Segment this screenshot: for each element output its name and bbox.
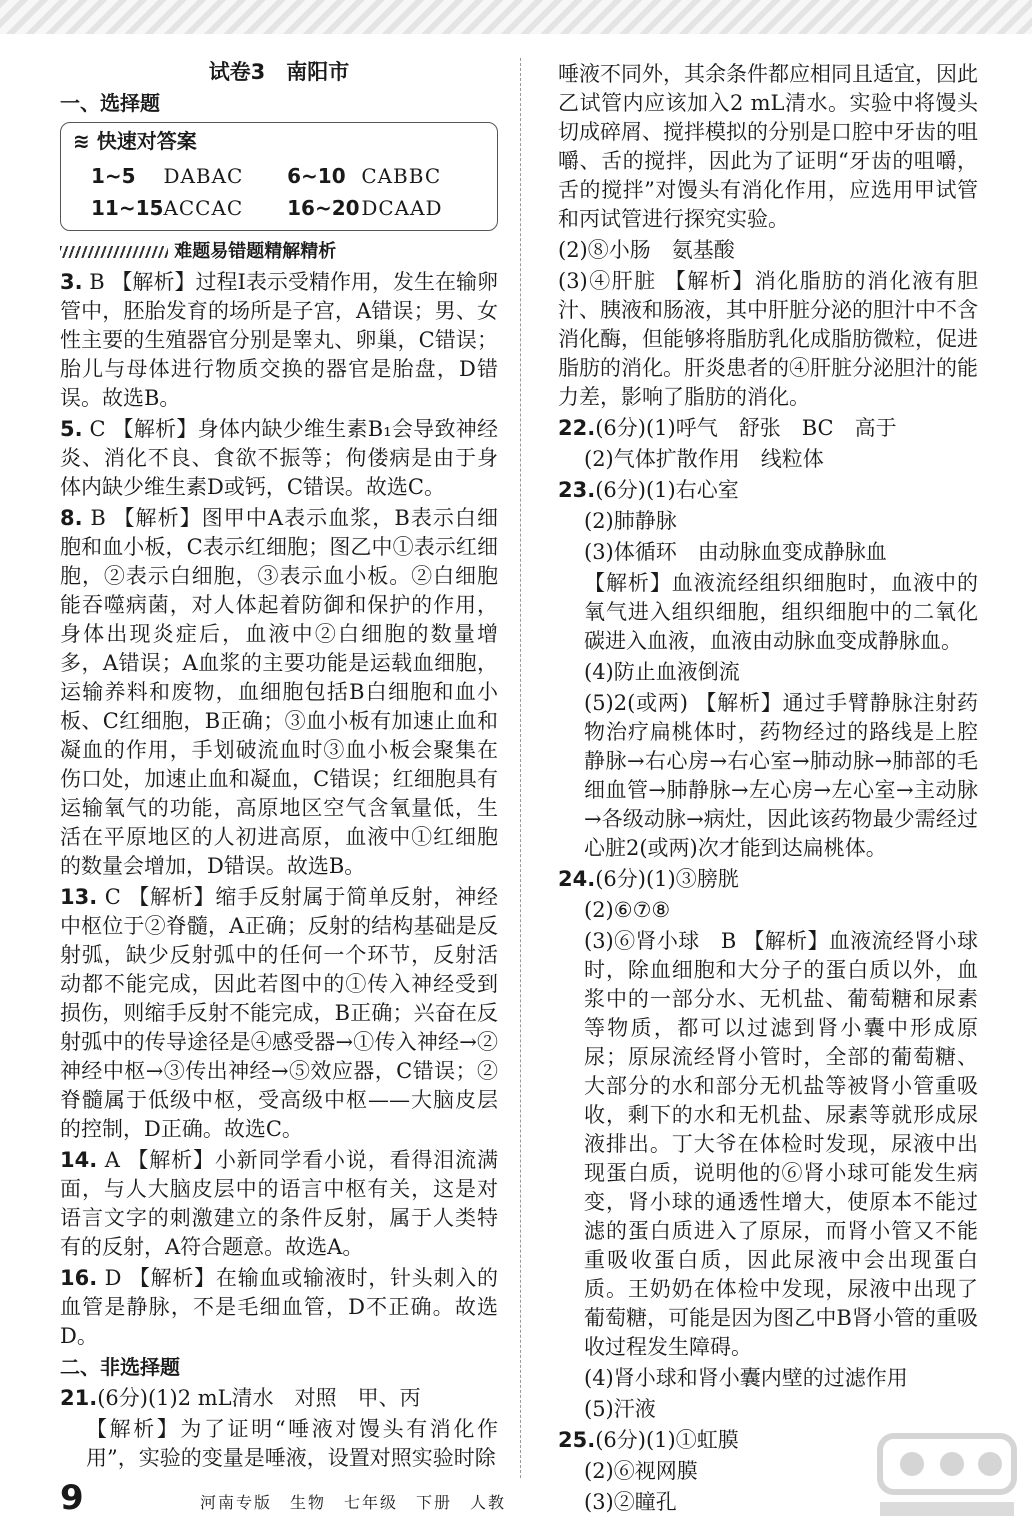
answer-text: C 【解析】身体内缺少维生素B₁会导致神经炎、消化不良、食欲不振等；佝偻病是由于身体内缺少维生素D或钙，C错误。故选C。 (60, 417, 498, 499)
answer-text: (4)防止血液倒流 (584, 660, 740, 684)
answer-item (558, 414, 978, 443)
answer-text: (5)汗液 (584, 1397, 656, 1421)
answer-values: DABAC (163, 164, 244, 188)
answer-values: ACCAC (163, 196, 244, 220)
question-number: 22. (558, 416, 596, 440)
page-number: 9 (60, 1478, 84, 1518)
page-title: 试卷3 南阳市 (208, 60, 350, 84)
answer-text: (2)⑥⑦⑧ (584, 898, 671, 922)
answer-text: D 【解析】在输血或输液时，针头刺入的血管是静脉，不是毛细血管，D不正确。故选D。 (60, 1266, 498, 1348)
answer-item (60, 504, 498, 881)
answer-row (73, 160, 485, 192)
section-heading-choice: 一、选择题 (60, 91, 160, 115)
answer-text: (6分)(1)呼气 舒张 BC 高于 (595, 416, 897, 440)
answer-text: (4)肾小球和肾小囊内壁的过滤作用 (584, 1366, 908, 1390)
answer-row (73, 192, 485, 224)
section-heading-nonchoice: 二、非选择题 (60, 1355, 180, 1379)
watermark-logo (872, 1426, 1022, 1526)
answer-item (60, 1384, 498, 1413)
answer-item (60, 268, 498, 413)
answer-text: (3)④肝脏 【解析】消化脂肪的消化液有胆汁、胰液和肠液，其中肝脏分泌的胆汁中不含消化酶，但能够将脂肪乳化成脂肪微粒，促进脂肪的消化。肝炎患者的④肝脏分泌胆汁的能力差，影响了脂肪的消化。 (558, 269, 978, 409)
answer-item (558, 865, 978, 894)
question-number: 21. (60, 1386, 98, 1410)
answer-values: CABBC (361, 164, 442, 188)
answer-text: (2)肺静脉 (584, 509, 677, 533)
answer-text: A 【解析】小新同学看小说，看得泪流满面，与人大脑皮层中的语言中枢有关，这是对语言文字的刺激建立的条件反射，属于人类特有的反射，A符合题意。故选A。 (60, 1148, 498, 1259)
answer-text: C 【解析】缩手反射属于简单反射，神经中枢位于②脊髓，A正确；反射的结构基础是反射弧，缺少反射弧中的任何一个环节，反射活动都不能完成，因此若图中的①传入神经受到损伤，则缩手反射不能完成，B正确；兴奋在反射弧中的传导途径是④感受器→①传入神经→②神经中枢→③传出神经→⑤效应器，C错误；②脊髓属于低级中枢，受高级中枢——大脑皮层的控制，D正确。故选C。 (60, 885, 498, 1141)
answer-text: 唾液不同外，其余条件都应相同且适宜，因此乙试管内应该加入2 mL清水。实验中将馒头切成碎屑、搅拌模拟的分别是口腔中牙齿的咀嚼、舌的搅拌，因此为了证明“牙齿的咀嚼，舌的搅拌”对馒头有消化作用，应选用甲试管和丙试管进行探究实验。 (558, 62, 978, 231)
question-number: 8. (60, 506, 83, 530)
analysis-text: 【解析】血液流经组织细胞时，血液中的氧气进入组织细胞，组织细胞中的二氧化碳进入血液，血液由动脉血变成静脉血。 (584, 571, 978, 653)
question-number: 25. (558, 1428, 596, 1452)
quick-answer-heading (73, 127, 485, 156)
answer-text: B 【解析】图甲中A表示血浆，B表示白细胞和血小板，C表示红细胞；图乙中①表示红细胞，②表示白细胞，③表示血小板。②白细胞能吞噬病菌，对人体起着防御和保护的作用，身体出现炎症后，血液中②白细胞的数量增多，A错误；A血浆的主要功能是运载血细胞，运输养料和废物，血细胞包括B白细胞和血小板、C红细胞，B正确；③血小板有加速止血和凝血的作用，手划破流血时③血小板会聚集在伤口处，加速止血和凝血，C错误；红细胞具有运输氧气的功能，高原地区空气含氧量低，生活在平原地区的人初进高原，血液中①红细胞的数量会增加，D错误。故选B。 (60, 506, 498, 878)
question-number: 3. (60, 270, 83, 294)
question-number: 5. (60, 417, 83, 441)
answer-item (558, 476, 978, 505)
answer-item (60, 1146, 498, 1262)
analysis-text: (5)2(或两) 【解析】通过手臂静脉注射药物治疗扁桃体时，药物经过的路线是上腔静脉→右心房→右心室→肺动脉→肺部的毛细血管→肺静脉→左心房→左心室→主动脉→各级动脉→病灶，因此该药物最少需经过心脏2(或两)次才能到达扁桃体。 (584, 691, 978, 860)
question-number: 23. (558, 478, 596, 502)
wave-icon: ≋ (73, 129, 90, 153)
hard-questions-title: 难题易错题精解精析 (174, 241, 337, 262)
right-column (558, 58, 978, 1519)
answer-item (60, 883, 498, 1144)
answer-range: 11~15 (91, 196, 164, 220)
answer-text: (2)⑧小肠 氨基酸 (558, 238, 735, 262)
answer-text: B 【解析】过程Ⅰ表示受精作用，发生在输卵管中，胚胎发育的场所是子宫，A错误；男、女性主要的生殖器官分别是睾丸、卵巢，C错误；胎儿与母体进行物质交换的器官是胎盘，D错误。故选B。 (60, 270, 498, 410)
answer-text: (6分)(1)③膀胱 (595, 867, 739, 891)
answer-item (60, 415, 498, 502)
answer-text: (2)⑥视网膜 (584, 1459, 698, 1483)
answer-text: (2)气体扩散作用 线粒体 (584, 447, 824, 471)
page-top-border (0, 0, 1032, 34)
answer-range: 16~20 (287, 196, 360, 220)
answer-values: DCAAD (361, 196, 443, 220)
question-number: 16. (60, 1266, 98, 1290)
hard-questions-heading (60, 237, 498, 266)
question-number: 24. (558, 867, 596, 891)
quick-answer-title: 快速对答案 (96, 129, 197, 153)
answer-range: 6~10 (287, 164, 346, 188)
answer-text: (6分)(1)2 mL清水 对照 甲、丙 (97, 1386, 421, 1410)
analysis-text: 【解析】为了证明“唾液对馒头有消化作用”，实验的变量是唾液，设置对照实验时除 (86, 1417, 498, 1470)
footer-text: 河南专版 生物 七年级 下册 人教 (200, 1493, 507, 1512)
analysis-text: (3)⑥肾小球 B 【解析】血液流经肾小球时，除血细胞和大分子的蛋白质以外，血浆中的一部分水、无机盐、葡萄糖和尿素等物质，都可以过滤到肾小囊中形成原尿；原尿流经肾小管时，全部的葡萄糖、大部分的水和部分无机盐等被肾小管重吸收，剩下的水和无机盐、尿素等就形成尿液排出。丁大爷在体检时发现，尿液中出现蛋白质，说明他的⑥肾小球可能发生病变，肾小球的通透性增大，使原本不能过滤的蛋白质进入了原尿，而肾小管又不能重吸收蛋白质，因此尿液中会出现蛋白质。王奶奶在体检中发现，尿液中出现了葡萄糖，可能是因为图乙中B肾小管的重吸收过程发生障碍。 (584, 929, 978, 1359)
question-number: 13. (60, 885, 98, 909)
answer-text: (6分)(1)右心室 (595, 478, 739, 502)
answer-item (60, 1264, 498, 1351)
answer-text: (3)②瞳孔 (584, 1490, 677, 1514)
answer-text: (6分)(1)①虹膜 (595, 1428, 739, 1452)
left-column (60, 58, 498, 1475)
answer-text: (3)体循环 由动脉血变成静脉血 (584, 540, 887, 564)
page-footer (60, 1478, 960, 1518)
hatch-decoration (60, 246, 168, 258)
column-divider (520, 58, 521, 1478)
quick-answer-box (60, 122, 498, 231)
answer-range: 1~5 (91, 164, 136, 188)
question-number: 14. (60, 1148, 98, 1172)
